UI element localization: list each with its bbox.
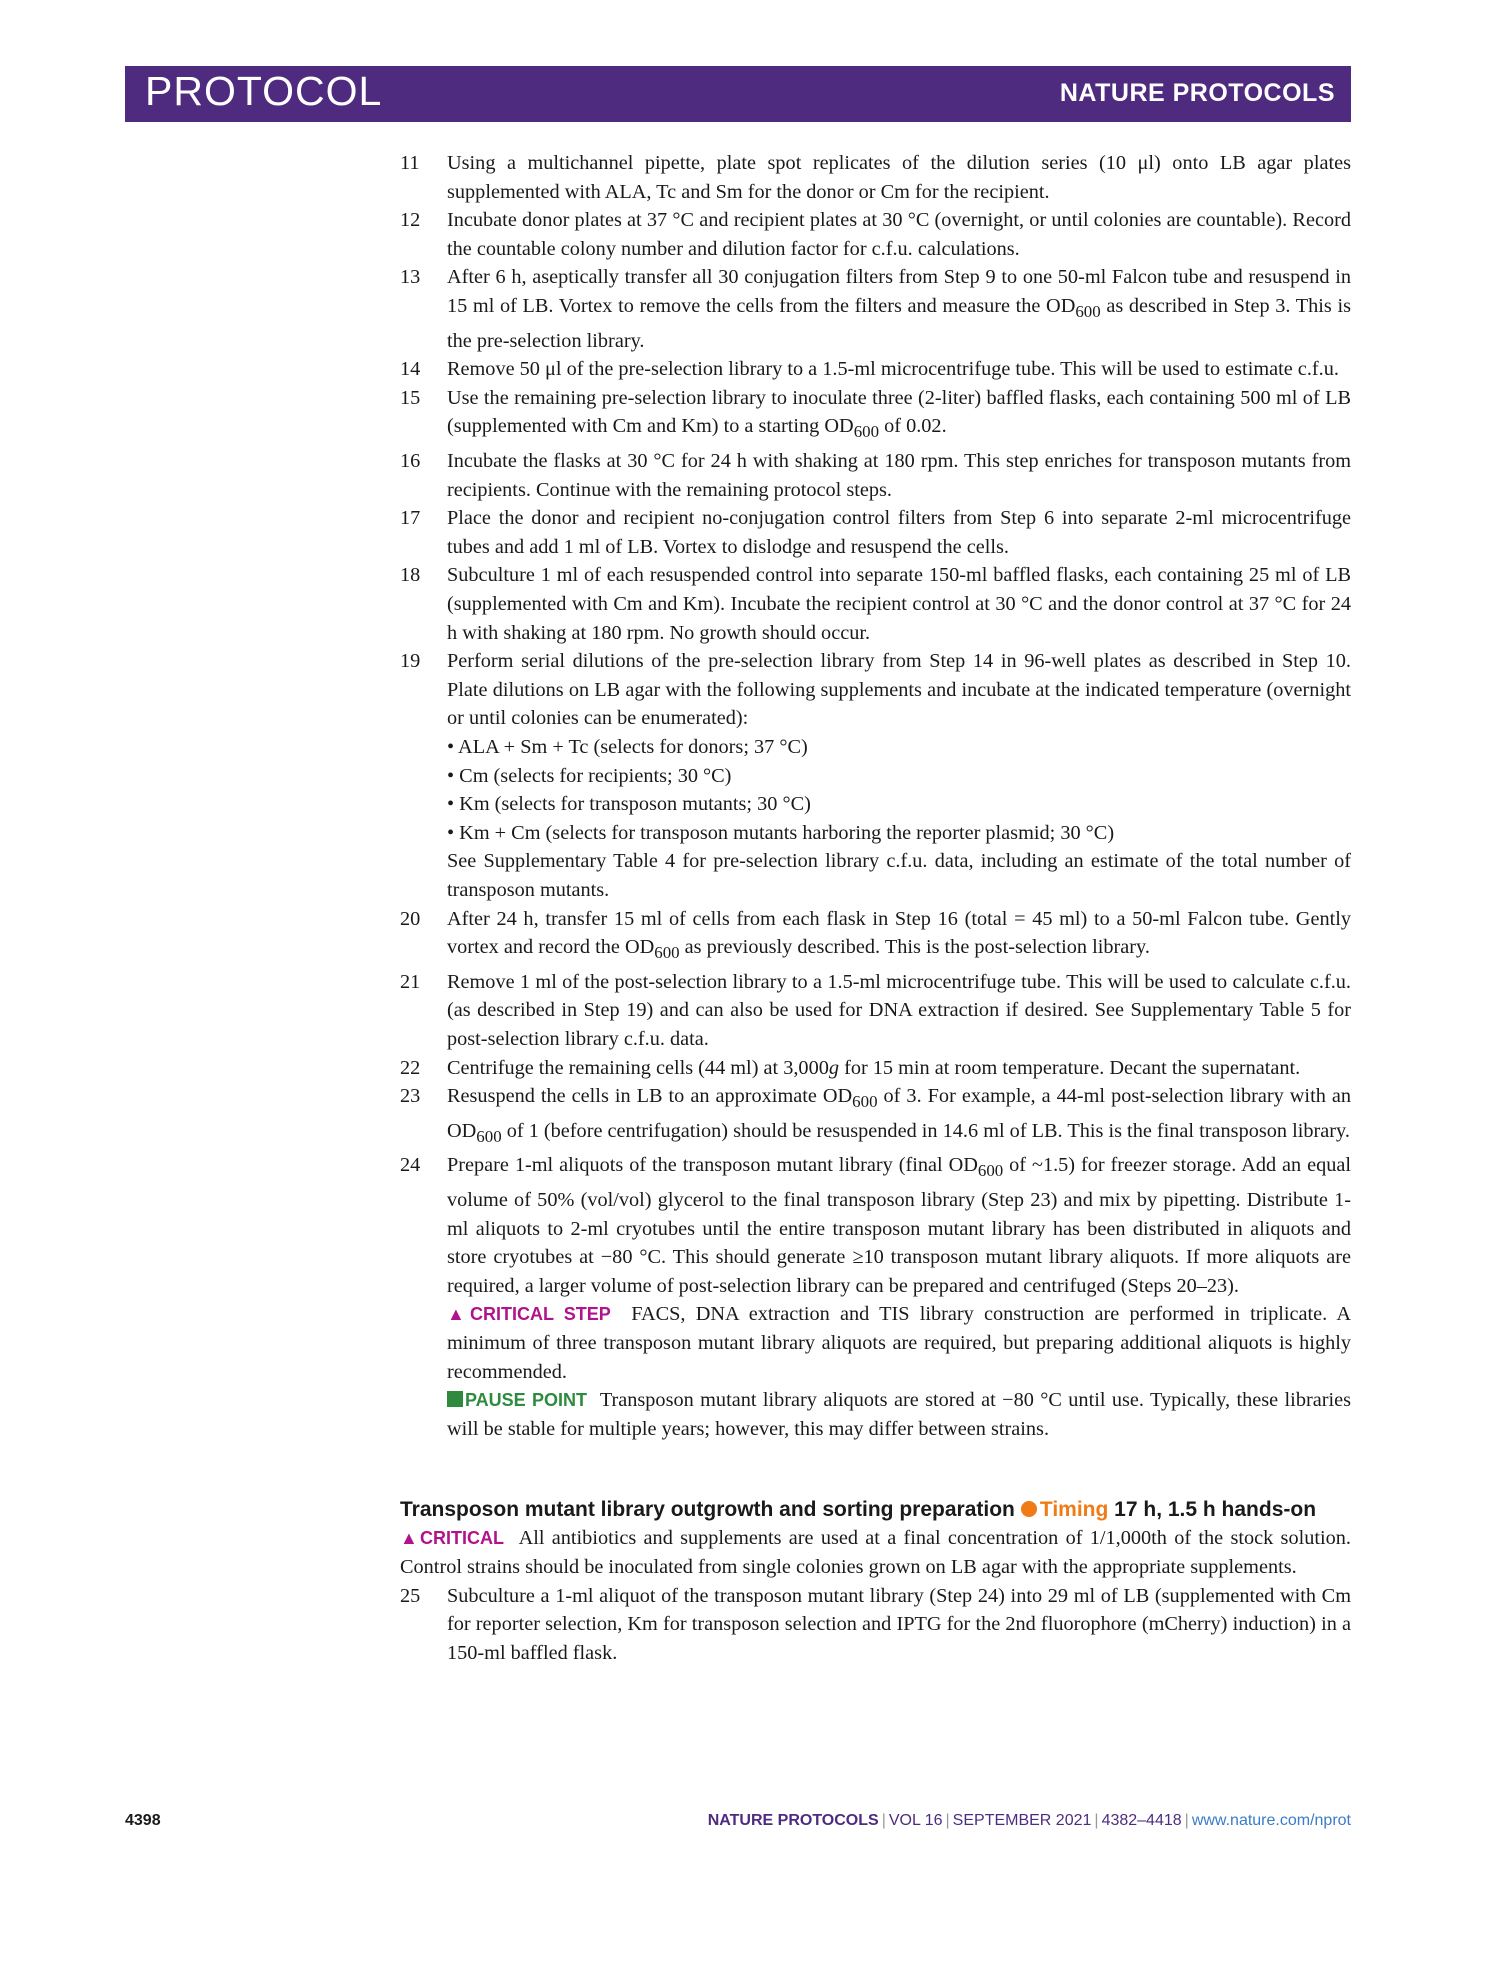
pause-square-icon [447, 1391, 463, 1407]
pause-point-label: PAUSE POINT [465, 1390, 588, 1411]
bullet-item: • Cm (selects for recipients; 30 °C) [447, 764, 732, 787]
step-number: 21 [400, 970, 421, 993]
step-18 [400, 561, 1351, 647]
step-text: Prepare 1-ml aliquots of the transposon mutant library (final OD [447, 1154, 978, 1177]
journal-name: NATURE PROTOCOLS [1059, 79, 1335, 107]
step-22 [400, 1054, 1351, 1083]
step-15 [400, 384, 1351, 447]
step-text: After 6 h, aseptically transfer all 30 conjugation filters from Step 9 to one 50-ml Falcon tube and resuspend in 15 ml of LB. Vortex to remove the cells from the filters and measure the OD [447, 266, 1351, 317]
step-11 [400, 149, 1351, 206]
critical-label: ▲CRITICAL [400, 1528, 505, 1549]
step-text: of 3. For example, a 44-ml post-selection library with an OD [447, 1085, 1351, 1142]
step-text: Centrifuge the remaining cells (44 ml) at 3,000 [447, 1056, 829, 1079]
step-number: 20 [400, 907, 421, 930]
step-number: 12 [400, 209, 421, 232]
step-text: See Supplementary Table 4 for pre-selection library c.f.u. data, including an estimate of the total number of transposon mutants. [447, 850, 1351, 901]
subscript: 600 [476, 1126, 502, 1146]
step-25 [400, 1582, 1351, 1668]
section-title: Transposon mutant library outgrowth and sorting preparation [400, 1498, 1015, 1522]
main-content [400, 149, 1351, 1667]
step-text: Resuspend the cells in LB to an approximate OD [447, 1085, 853, 1108]
step-number: 25 [400, 1584, 421, 1607]
step-24 [400, 1151, 1351, 1443]
timing-label: Timing [1039, 1498, 1109, 1522]
bullet-item: • Km + Cm (selects for transposon mutants harboring the reporter plasmid; 30 °C) [447, 821, 1115, 844]
subscript: 600 [654, 943, 680, 963]
step-21 [400, 968, 1351, 1054]
step-text: of 1 (before centrifugation) should be resuspended in 14.6 ml of LB. This is the final transposon library. [501, 1119, 1350, 1142]
step-17 [400, 504, 1351, 561]
subscript: 600 [852, 1092, 878, 1112]
step-13 [400, 263, 1351, 355]
step-number: 18 [400, 564, 421, 587]
bullet-item: • ALA + Sm + Tc (selects for donors; 37 °C) [447, 735, 808, 758]
step-23 [400, 1082, 1351, 1151]
step-number: 13 [400, 266, 421, 289]
step-text: Subculture a 1-ml aliquot of the transposon mutant library (Step 24) into 29 ml of LB (supplemented with Cm for reporter selection, Km for transposon selection and IPTG for the 2nd fluorophore (mCherry) induction) in a 150-ml baffled flask. [447, 1584, 1351, 1664]
step-number: 24 [400, 1154, 421, 1177]
step-text: Using a multichannel pipette, plate spot replicates of the dilution series (10 μl) onto LB agar plates supplemented with ALA, Tc and Sm for the donor or Cm for the recipient. [447, 152, 1351, 203]
step-text: for 15 min at room temperature. Decant the supernatant. [839, 1056, 1301, 1079]
step-number: 17 [400, 507, 421, 530]
critical-step-text: FACS, DNA extraction and TIS library construction are performed in triplicate. A minimum of three transposon mutant library aliquots are required, but preparing additional aliquots is highly recommended. [447, 1303, 1351, 1383]
step-number: 14 [400, 358, 421, 381]
pause-point-text: Transposon mutant library aliquots are stored at −80 °C until use. Typically, these libraries will be stable for multiple years; however, this may differ between strains. [447, 1389, 1352, 1440]
subscript: 600 [853, 422, 880, 442]
step-20 [400, 905, 1351, 968]
footer-journal: NATURE PROTOCOLS [707, 1812, 879, 1829]
step-text: Perform serial dilutions of the pre-selection library from Step 14 in 96-well plates as described in Step 10. Plate dilutions on LB agar with the following supplements and incubate at the indicated temperature (overnight or until colonies can be enumerated): [447, 650, 1351, 730]
step-text: as described in Step 3. This is the pre-selection library. [447, 294, 1351, 352]
step-19 [400, 647, 1351, 904]
timing-clock-icon [1021, 1501, 1037, 1517]
bullet-item: • Km (selects for transposon mutants; 30 °C) [447, 793, 811, 816]
section-heading [400, 1495, 1351, 1524]
step-number: 23 [400, 1085, 421, 1108]
step-text: Incubate donor plates at 37 °C and recipient plates at 30 °C (overnight, or until colonies are countable). Record the countable colony number and dilution factor for c.f.u. calculations. [447, 209, 1351, 260]
italic-g: g [828, 1056, 839, 1079]
step-text: Incubate the flasks at 30 °C for 24 h with shaking at 180 rpm. This step enriches for transposon mutants from recipients. Continue with the remaining protocol steps. [447, 450, 1351, 501]
step-number: 22 [400, 1056, 421, 1079]
step-text: Remove 1 ml of the post-selection library to a 1.5-ml microcentrifuge tube. This will be used to calculate c.f.u. (as described in Step 19) and can also be used for DNA extraction if desired. See Supplementary Table 5 for post-selection library c.f.u. data. [447, 970, 1351, 1050]
step-number: 11 [400, 152, 420, 174]
subscript: 600 [977, 1161, 1004, 1181]
critical-step-note [447, 1300, 1351, 1386]
step-number: 16 [400, 450, 421, 473]
timing-value: 17 h, 1.5 h hands-on [1114, 1498, 1317, 1522]
step-number: 15 [400, 386, 421, 409]
step-text: Remove 50 μl of the pre-selection library to a 1.5-ml microcentrifuge tube. This will be used to estimate c.f.u. [447, 358, 1339, 381]
pause-point-note [447, 1386, 1351, 1443]
footer-url-link[interactable]: www.nature.com/nprot [1191, 1812, 1351, 1829]
step-text: Place the donor and recipient no-conjugation control filters from Step 6 into separate 2-ml microcentrifuge tubes and add 1 ml of LB. Vortex to dislodge and resuspend the cells. [447, 507, 1351, 558]
critical-step-label: ▲CRITICAL STEP [447, 1304, 611, 1325]
page-number: 4398 [125, 1812, 161, 1829]
section-label: PROTOCOL [145, 68, 383, 114]
footer-date: SEPTEMBER 2021 [952, 1812, 1092, 1829]
step-16 [400, 447, 1351, 504]
critical-text: All antibiotics and supplements are used at a final concentration of 1/1,000th of the stock solution. Control strains should be inoculated from single colonies grown on LB agar with the appropriate supplements. [400, 1527, 1351, 1578]
header-banner [125, 66, 1351, 122]
step-text: Use the remaining pre-selection library to inoculate three (2-liter) baffled flasks, each containing 500 ml of LB (supplemented with Cm and Km) to a starting OD [447, 386, 1351, 438]
subscript: 600 [1075, 302, 1101, 322]
step-text: of 0.02. [879, 415, 947, 438]
footer-pages: 4382–4418 [1101, 1812, 1182, 1829]
step-14 [400, 355, 1351, 384]
step-text: as previously described. This is the post-selection library. [679, 936, 1150, 959]
step-number: 19 [400, 650, 421, 673]
step-text: of ~1.5) for freezer storage. Add an equal volume of 50% (vol/vol) glycerol to the final transposon library (Step 23) and mix by pipetting. Distribute 1-ml aliquots to 2-ml cryotubes until the entire transposon mutant library has been distributed in aliquots and store cryotubes at −80 °C. This should generate ≥10 transposon mutant library aliquots. If more aliquots are required, a larger volume of post-selection library can be prepared and centrifuged (Steps 20–23). [447, 1154, 1351, 1297]
step-text: After 24 h, transfer 15 ml of cells from each flask in Step 16 (total = 45 ml) to a 50-ml Falcon tube. Gently vortex and record the OD [447, 907, 1351, 959]
step-text: Subculture 1 ml of each resuspended control into separate 150-ml baffled flasks, each containing 25 ml of LB (supplemented with Cm and Km). Incubate the recipient control at 30 °C and the donor control at 37 °C for 24 h with shaking at 180 rpm. No growth should occur. [447, 564, 1351, 644]
section-critical-note [400, 1524, 1351, 1581]
footer-volume: VOL 16 [888, 1812, 943, 1829]
step-12 [400, 206, 1351, 263]
footer-citation: NATURE PROTOCOLS | VOL 16 | SEPTEMBER 2021 | 4382–4418 | www.nature.com/nprot [707, 1812, 1351, 1829]
